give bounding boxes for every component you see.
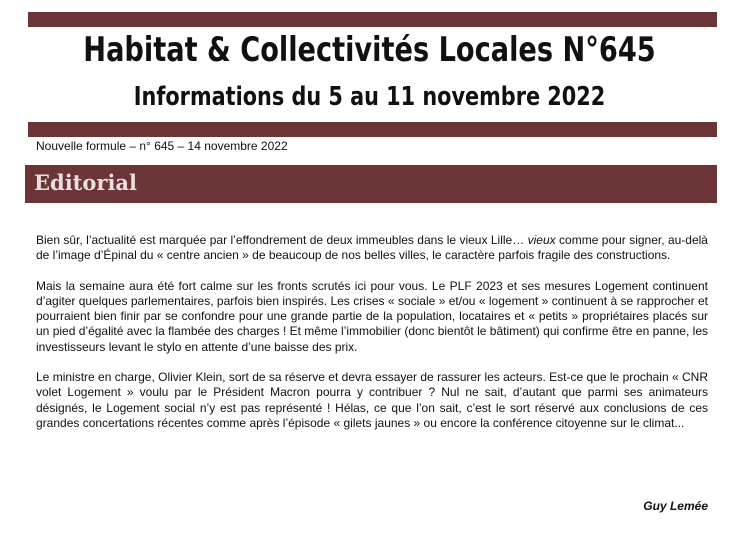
header-top-rule (28, 12, 717, 27)
section-title: Editorial (34, 170, 138, 195)
paragraph-2: Mais la semaine aura été fort calme sur les fronts scrutés ici pour vous. Le PLF 2023 et ses mesures Logement continuent d’agiter quelques parlementaires, parfois bien inspirés. Les crises « sociale » et/ou « logement » continuent à se rapprocher et pourraient bien finir par se confondre pour une grande partie de la population, locataires et « petits » propriétaires placés sur un pied d’égalité avec la flambée des charges ! Et même l’immobilier (donc bientôt le bâtiment) qui confirme être en panne, les investisseurs levant le stylo en attente d’une baisse des prix. (36, 278, 708, 354)
paragraph-1-end: comme pour signer, au-delà de l’image d’Épinal du « centre ancien » de beaucoup de nos belles villes, le caractère parfois fragile des constructions. (36, 233, 708, 263)
page-title: Habitat & Collectivités Locales N°645 (83, 30, 656, 70)
article-body (36, 233, 708, 446)
paragraph-3: Le ministre en charge, Olivier Klein, sort de sa réserve et devra essayer de rassurer les acteurs. Est-ce que le prochain « CNR volet Logement » voulu par le Président Macron pourra y contribuer ? Nul ne sait, d’autant que parmi ses animateurs désignés, le Logement social n’y est pas représenté ! Hélas, ce que l’on sait, c’est le sort réservé aux conclusions de ces grandes concertations récentes comme après l’épisode « gilets jaunes » ou encore la conférence citoyenne sur le climat... (36, 370, 708, 430)
header-bottom-rule (28, 122, 717, 137)
paragraph-1-emphasis: vieux (527, 233, 556, 247)
page-subtitle: Informations du 5 au 11 novembre 2022 (133, 82, 606, 112)
edition-line: Nouvelle formule – n° 645 – 14 novembre 2022 (36, 139, 288, 153)
paragraph-1 (36, 233, 708, 264)
paragraph-1-start: Bien sûr, l’actualité est marquée par l’effondrement de deux immeubles dans le vieux Lille… (36, 233, 528, 247)
author-signature: Guy Lemée (643, 499, 708, 513)
section-header-bar (25, 165, 717, 203)
